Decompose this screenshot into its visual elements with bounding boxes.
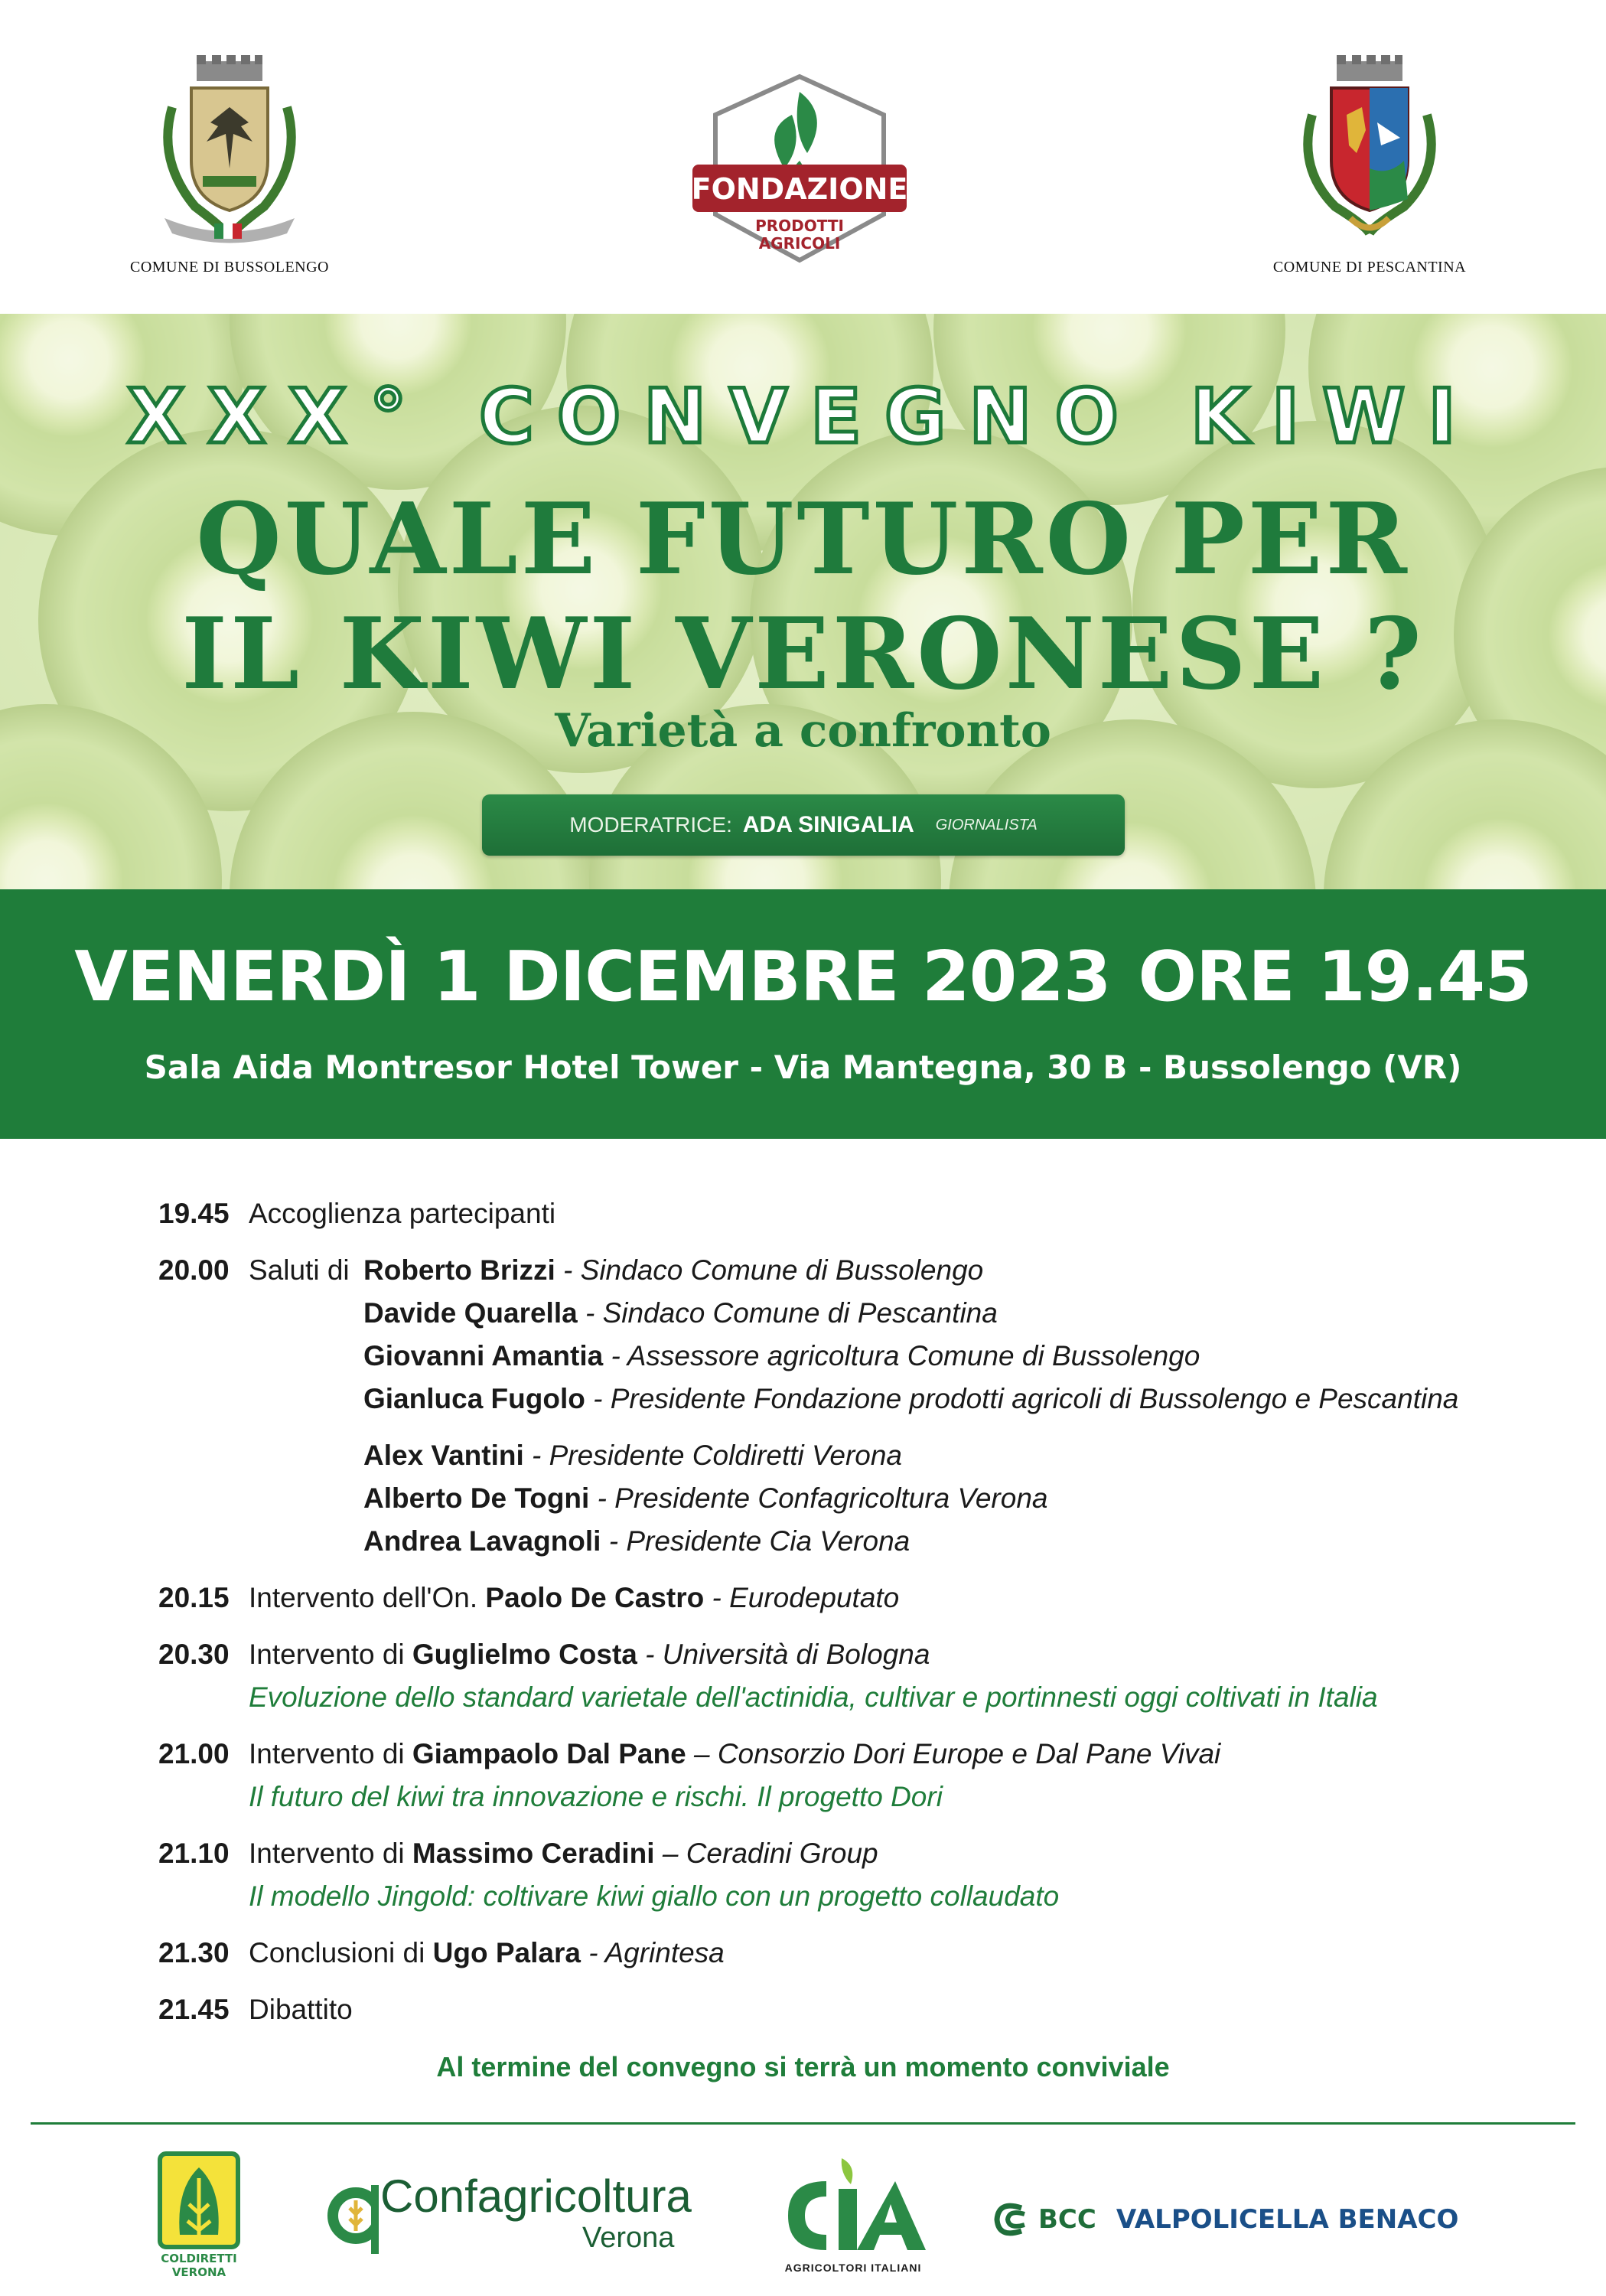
comune-pescantina-label: COMUNE DI PESCANTINA xyxy=(1272,259,1467,276)
coldiretti-text-2: VERONA xyxy=(171,2265,226,2279)
program-time: 21.30 xyxy=(158,1937,230,1968)
speaker-name: Davide Quarella xyxy=(363,1297,578,1329)
talk-topic: Il futuro del kiwi tra innovazione e rischi. Il progetto Dori xyxy=(249,1781,943,1812)
cia-sub: AGRICOLTORI ITALIANI xyxy=(784,2262,922,2274)
closing-note: Al termine del convegno si terrà un momento conviviale xyxy=(436,2051,1170,2082)
program-item xyxy=(158,1192,1474,1235)
speaker-name: Guglielmo Costa xyxy=(412,1639,637,1670)
subtitle-varieta: Varietà a confronto xyxy=(555,704,1051,758)
sponsor-footer xyxy=(0,2135,1606,2296)
bcc-bank-name: VALPOLICELLA BENACO xyxy=(1116,2204,1459,2235)
moderatrice-label: MODERATRICE: xyxy=(569,813,732,837)
speaker-name: Alex Vantini xyxy=(363,1440,524,1471)
program-lead: Intervento di xyxy=(249,1838,412,1869)
speaker-name: Paolo De Castro xyxy=(485,1582,705,1613)
program-item xyxy=(158,1633,1474,1719)
speaker-role: - Agrintesa xyxy=(580,1937,725,1968)
program-lead: Intervento di xyxy=(249,1738,412,1769)
saluti-lead: Saluti di xyxy=(249,1254,350,1286)
date-band xyxy=(0,889,1606,1139)
bcc-label: BCC xyxy=(1038,2204,1096,2235)
program-text: Accoglienza partecipanti xyxy=(249,1198,556,1229)
program-time: 20.15 xyxy=(158,1582,230,1613)
program-time: 21.10 xyxy=(158,1838,230,1869)
speaker-name: Andrea Lavagnoli xyxy=(363,1525,601,1557)
coldiretti-logo xyxy=(157,2151,241,2281)
speaker-name: Giovanni Amantia xyxy=(363,1340,604,1371)
coldiretti-text-1: COLDIRETTI xyxy=(161,2252,237,2265)
kiwi-banner xyxy=(0,314,1606,889)
confagricoltura-logo xyxy=(325,2170,692,2262)
speaker-name: Massimo Ceradini xyxy=(412,1838,655,1869)
header xyxy=(0,0,1606,314)
program-item xyxy=(158,1832,1474,1918)
comune-bussolengo-logo xyxy=(115,54,344,276)
bcc-logo xyxy=(991,2197,1465,2242)
speaker-role: - Università di Bologna xyxy=(637,1639,930,1670)
title-convegno: XXX° CONVEGNO KIWI xyxy=(127,373,1479,461)
footer-divider xyxy=(31,2122,1575,2125)
confagricoltura-icon xyxy=(325,2170,379,2262)
title-quale-futuro: QUALE FUTURO PER xyxy=(196,482,1410,597)
speaker-role: - Presidente Coldiretti Verona xyxy=(523,1440,902,1471)
coldiretti-icon xyxy=(157,2151,241,2281)
program-item xyxy=(158,1932,1474,1975)
program xyxy=(158,1192,1474,2031)
talk-topic: Evoluzione dello standard varietale dell'actinidia, cultivar e portinnesti oggi coltivati in Italia xyxy=(249,1681,1378,1713)
comune-bussolengo-label: COMUNE DI BUSSOLENGO xyxy=(129,259,329,276)
fondazione-line2: AGRICOLI xyxy=(758,234,841,253)
event-date: VENERDÌ 1 DICEMBRE 2023 xyxy=(74,937,1111,1017)
speaker-role: - Presidente Cia Verona xyxy=(601,1525,911,1557)
program-time: 19.45 xyxy=(158,1198,230,1229)
program-item xyxy=(158,1733,1474,1818)
bussolengo-crest-icon xyxy=(149,54,310,245)
fondazione-title: FONDAZIONE xyxy=(691,172,908,206)
fondazione-logo xyxy=(677,61,922,276)
program-item xyxy=(158,1577,1474,1619)
cia-icon xyxy=(773,2151,933,2258)
speaker-name: Giampaolo Dal Pane xyxy=(412,1738,686,1769)
speaker-role: – Consorzio Dori Europe e Dal Pane Vivai xyxy=(686,1738,1221,1769)
moderatrice-role: GIORNALISTA xyxy=(935,816,1038,833)
speaker-name: Gianluca Fugolo xyxy=(363,1383,585,1414)
event-venue: Sala Aida Montresor Hotel Tower - Via Mantegna, 30 B - Bussolengo (VR) xyxy=(144,1049,1462,1086)
program-lead: Intervento dell'On. xyxy=(249,1582,486,1613)
program-lead: Intervento di xyxy=(249,1639,412,1670)
bcc-icon xyxy=(991,2200,1029,2239)
speaker-role: - Assessore agricoltura Comune di Bussolengo xyxy=(603,1340,1200,1371)
speaker-role: - Presidente Confagricoltura Verona xyxy=(589,1482,1048,1514)
event-date-time xyxy=(0,937,1606,1017)
speaker-role: - Eurodeputato xyxy=(704,1582,900,1613)
title-kiwi-veronese: IL KIWI VERONESE ? xyxy=(181,597,1425,712)
speaker-role: - Sindaco Comune di Bussolengo xyxy=(555,1254,984,1286)
speaker-role: - Sindaco Comune di Pescantina xyxy=(577,1297,998,1329)
confagricoltura-sub: Verona xyxy=(582,2222,675,2254)
moderatrice-name: ADA SINIGALIA xyxy=(742,812,914,837)
speaker-name: Alberto De Togni xyxy=(363,1482,590,1514)
speaker-role: - Presidente Fondazione prodotti agricoli di Bussolengo e Pescantina xyxy=(585,1383,1459,1414)
speaker-name: Ugo Palara xyxy=(432,1937,581,1968)
fondazione-line1: PRODOTTI xyxy=(755,217,844,235)
cia-logo xyxy=(773,2151,933,2281)
program-time: 21.45 xyxy=(158,1994,230,2025)
talk-topic: Il modello Jingold: coltivare kiwi giallo con un progetto collaudato xyxy=(249,1880,1060,1912)
fondazione-badge-icon xyxy=(677,61,922,276)
program-item xyxy=(158,1988,1474,2031)
program-time: 20.00 xyxy=(158,1254,230,1286)
program-lead: Conclusioni di xyxy=(249,1937,433,1968)
speaker-role: – Ceradini Group xyxy=(654,1838,878,1869)
confagricoltura-name: Confagricoltura xyxy=(380,2170,692,2222)
comune-pescantina-logo xyxy=(1255,54,1484,276)
pescantina-crest-icon xyxy=(1289,54,1450,245)
moderatrice-badge xyxy=(482,794,1125,856)
speaker-name: Roberto Brizzi xyxy=(363,1254,555,1286)
program-item-saluti xyxy=(158,1249,1474,1563)
program-time: 20.30 xyxy=(158,1639,230,1670)
event-time: ORE 19.45 xyxy=(1138,937,1532,1017)
program-time: 21.00 xyxy=(158,1738,230,1769)
program-text: Dibattito xyxy=(249,1994,353,2025)
